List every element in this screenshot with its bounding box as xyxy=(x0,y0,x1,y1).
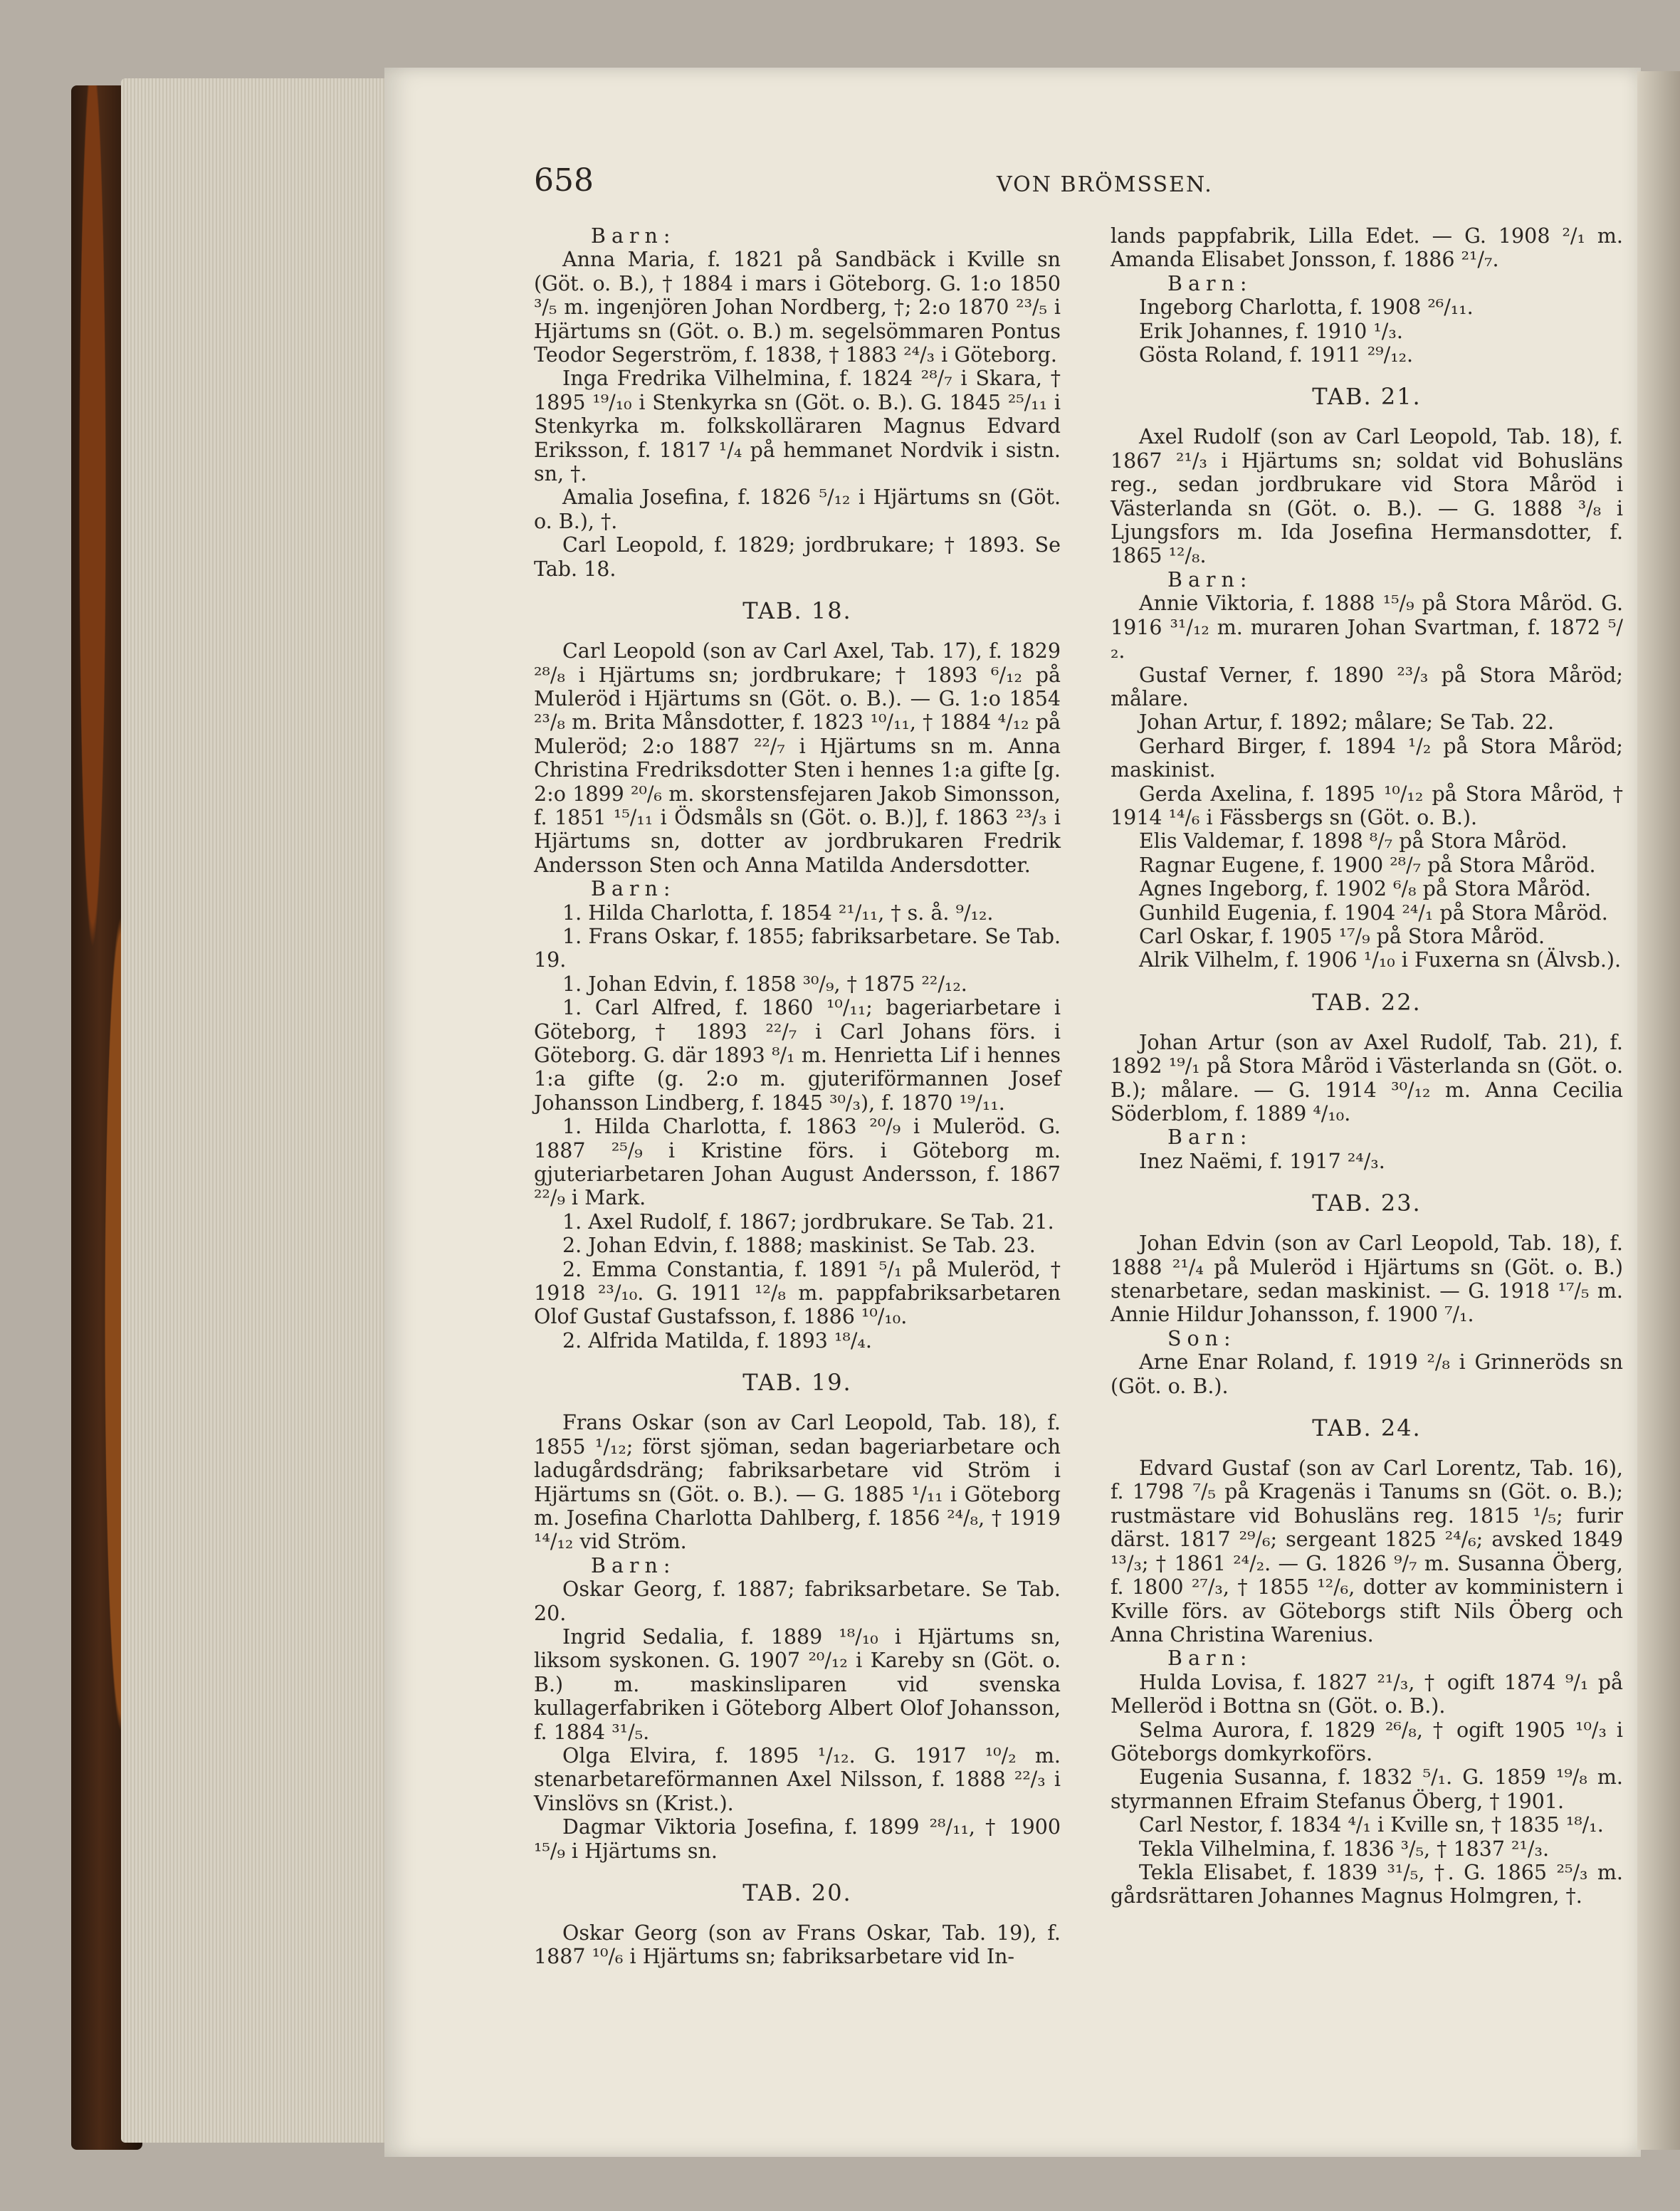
genealogy-entry: 1. Johan Edvin, f. 1858 ³⁰/₉, † 1875 ²²/₁₂. xyxy=(562,972,967,996)
genealogy-entry: Gerhard Birger, f. 1894 ¹/₂ på Stora Måröd; maskinist. xyxy=(1111,734,1623,782)
genealogy-entry: Selma Aurora, f. 1829 ²⁶/₈, † ogift 1905 ¹⁰/₃ i Göteborgs domkyrkoförs. xyxy=(1111,1718,1623,1765)
genealogy-entry: Eugenia Susanna, f. 1832 ⁵/₁. G. 1859 ¹⁹/₈ m. styrmannen Efraim Stefanus Öberg, † 1901. xyxy=(1111,1765,1623,1813)
genealogy-entry: Carl Oskar, f. 1905 ¹⁷/₉ på Stora Måröd. xyxy=(1139,924,1545,948)
genealogy-entry: Arne Enar Roland, f. 1919 ²/₈ i Grinneröds sn (Göt. o. B.). xyxy=(1111,1350,1623,1398)
genealogy-entry: Elis Valdemar, f. 1898 ⁸/₇ på Stora Måröd. xyxy=(1139,829,1568,854)
genealogy-entry: Johan Artur, f. 1892; målare; Se Tab. 22. xyxy=(1139,710,1555,735)
page-stack-edge xyxy=(121,78,392,2143)
genealogy-entry: Edvard Gustaf (son av Carl Lorentz, Tab. 16), f. 1798 ⁷/₅ på Kragenäs i Tanums sn (Göt. o. B.); rustmästare vid Bohusläns reg. 1815 ¹/₅; furir därst. 1817 ²⁹/₆; sergeant 1825 ²⁴/₆; avsked 1849 ¹³/₃; † 1861 ²⁴/₂. — G. 1826 ⁹/₇ m. Susanna Öberg, f. 1800 ²⁷/₃, † 1855 ¹²/₆, dotter av komministern i Kville förs. av Göteborgs stift Nils Öberg och Anna Christina Warenius. xyxy=(1111,1456,1623,1647)
genealogy-entry: Alrik Vilhelm, f. 1906 ¹/₁₀ i Fuxerna sn (Älvsb.). xyxy=(1139,948,1622,972)
genealogy-entry: Agnes Ingeborg, f. 1902 ⁶/₈ på Stora Måröd. xyxy=(1139,877,1591,901)
genealogy-entry: Gunhild Eugenia, f. 1904 ²⁴/₁ på Stora Måröd. xyxy=(1139,900,1608,925)
genealogy-entry: Johan Edvin (son av Carl Leopold, Tab. 18), f. 1888 ²¹/₄ på Muleröd i Hjärtums sn (Göt. o. B.) stenarbetare, sedan maskinist. — G. 1918 ¹⁷/₅ m. Annie Hildur Johansson, f. 1900 ⁷/₁. xyxy=(1111,1231,1623,1327)
genealogy-entry: 2. Alfrida Matilda, f. 1893 ¹⁸/₄. xyxy=(562,1328,872,1353)
genealogy-entry: Gösta Roland, f. 1911 ²⁹/₁₂. xyxy=(1139,343,1414,367)
genealogy-entry: 1. Axel Rudolf, f. 1867; jordbrukare. Se Tab. 21. xyxy=(562,1209,1054,1234)
genealogy-entry: Carl Nestor, f. 1834 ⁴/₁ i Kville sn, † 1835 ¹⁸/₁. xyxy=(1139,1813,1604,1837)
table-heading: TAB. 22. xyxy=(1312,988,1422,1016)
genealogy-entry: 1. Carl Alfred, f. 1860 ¹⁰/₁₁; bageriarbetare i Göteborg, † 1893 ²²/₇ i Carl Johans förs. i Göteborg. G. där 1893 ⁸/₁ m. Henrietta Lif i hennes 1:a gifte (g. 2:o m. gjuteriförmannen Josef Johansson Lindberg, f. 1845 ³⁰/₃), f. 1870 ¹⁹/₁₁. xyxy=(534,996,1061,1115)
genealogy-entry: Carl Leopold (son av Carl Axel, Tab. 17), f. 1829 ²⁸/₈ i Hjärtums sn; jordbrukare; † 1893 ⁶/₁₂ på Muleröd i Hjärtums sn (Göt. o. B.). — G. 1:o 1854 ²³/₈ m. Brita Månsdotter, f. 1823 ¹⁰/₁₁, † 1884 ⁴/₁₂ på Muleröd; 2:o 1887 ²²/₇ i Hjärtums sn m. Anna Christina Fredriksdotter Sten i hennes 1:a gifte [g. 2:o 1899 ²⁰/₆ m. skorstensfejaren Jakob Simonsson, f. 1851 ¹⁵/₁₁ i Ödsmåls sn (Göt. o. B.)], f. 1863 ²³/₃ i Hjärtums sn, dotter av jordbrukaren Fredrik Andersson Sten och Anna Matilda Andersdotter. xyxy=(534,639,1061,877)
genealogy-entry: Tekla Vilhelmina, f. 1836 ³/₅, † 1837 ²¹/₃. xyxy=(1139,1837,1549,1861)
left-column xyxy=(534,224,1061,1969)
genealogy-entry: Carl Leopold, f. 1829; jordbrukare; † 1893. Se Tab. 18. xyxy=(534,533,1061,581)
genealogy-entry: Ingeborg Charlotta, f. 1908 ²⁶/₁₁. xyxy=(1139,295,1474,320)
section-label: Son: xyxy=(1167,1326,1237,1350)
genealogy-entry: Johan Artur (son av Axel Rudolf, Tab. 21), f. 1892 ¹⁹/₁ på Stora Måröd i Västerlanda sn (Göt. o. B.); målare. — G. 1914 ³⁰/₁₂ m. Anna Cecilia Söderblom, f. 1889 ⁴/₁₀. xyxy=(1111,1030,1623,1125)
section-label: Barn: xyxy=(1167,271,1253,295)
next-page-edge xyxy=(1637,71,1680,2150)
genealogy-entry: Amalia Josefina, f. 1826 ⁵/₁₂ i Hjärtums sn (Göt. o. B.), †. xyxy=(534,485,1061,533)
genealogy-entry: 2. Johan Edvin, f. 1888; maskinist. Se Tab. 23. xyxy=(562,1234,1036,1258)
genealogy-entry: Axel Rudolf (son av Carl Leopold, Tab. 18), f. 1867 ²¹/₃ i Hjärtums sn; soldat vid Bohusläns reg., sedan jordbrukare vid Stora Måröd i Västerlanda sn (Göt. o. B.). — G. 1888 ³/₈ i Ljungsfors m. Ida Josefina Hermansdotter, f. 1865 ¹²/₈. xyxy=(1111,425,1623,568)
table-heading: TAB. 24. xyxy=(1312,1414,1422,1442)
right-column xyxy=(1111,224,1623,1908)
genealogy-entry: Dagmar Viktoria Josefina, f. 1899 ²⁸/₁₁, † 1900 ¹⁵/₉ i Hjärtums sn. xyxy=(534,1815,1061,1863)
genealogy-entry: 1. Frans Oskar, f. 1855; fabriksarbetare. Se Tab. 19. xyxy=(534,924,1061,972)
genealogy-entry: Hulda Lovisa, f. 1827 ²¹/₃, † ogift 1874 ⁹/₁ på Melleröd i Bottna sn (Göt. o. B.). xyxy=(1111,1670,1623,1718)
table-heading: TAB. 19. xyxy=(742,1369,852,1397)
section-label: Barn: xyxy=(591,224,676,248)
genealogy-entry: 2. Emma Constantia, f. 1891 ⁵/₁ på Muleröd, † 1918 ²³/₁₀. G. 1911 ¹²/₈ m. pappfabriksarbetaren Olof Gustaf Gustafsson, f. 1886 ¹⁰/₁₀. xyxy=(534,1257,1061,1329)
page-header xyxy=(534,162,1616,205)
table-heading: TAB. 23. xyxy=(1312,1189,1422,1217)
genealogy-entry: Olga Elvira, f. 1895 ¹/₁₂. G. 1917 ¹⁰/₂ m. stenarbetareförmannen Axel Nilsson, f. 1888 ²²/₃ i Vinslövs sn (Krist.). xyxy=(534,1743,1061,1815)
genealogy-entry: Gerda Axelina, f. 1895 ¹⁰/₁₂ på Stora Måröd, † 1914 ¹⁴/₆ i Fässbergs sn (Göt. o. B.). xyxy=(1111,782,1623,829)
genealogy-entry: Inga Fredrika Vilhelmina, f. 1824 ²⁸/₇ i Skara, † 1895 ¹⁹/₁₀ i Stenkyrka sn (Göt. o. B.). G. 1845 ²⁵/₁₁ i Stenkyrka m. folkskolläraren Magnus Edvard Eriksson, f. 1817 ¹/₄ på hemmanet Nordvik i sistn. sn, †. xyxy=(534,367,1061,486)
genealogy-entry: Erik Johannes, f. 1910 ¹/₃. xyxy=(1139,319,1403,343)
section-label: Barn: xyxy=(1167,567,1253,592)
section-label: Barn: xyxy=(1167,1647,1253,1671)
section-label: Barn: xyxy=(591,877,676,901)
genealogy-entry: Tekla Elisabet, f. 1839 ³¹/₅, †. G. 1865 ²⁵/₃ m. gårdsrättaren Johannes Magnus Holmgren, †. xyxy=(1111,1860,1623,1908)
genealogy-entry: Frans Oskar (son av Carl Leopold, Tab. 18), f. 1855 ¹/₁₂; först sjöman, sedan bageriarbetare och ladugårdsdräng; fabriksarbetare vid Ström i Hjärtums sn (Göt. o. B.). — G. 1885 ¹/₁₁ i Göteborg m. Josefina Charlotta Dahlberg, f. 1856 ²⁴/₈, † 1919 ¹⁴/₁₂ vid Ström. xyxy=(534,1411,1061,1554)
genealogy-entry: Inez Naëmi, f. 1917 ²⁴/₃. xyxy=(1139,1149,1385,1173)
table-heading: TAB. 20. xyxy=(742,1879,852,1906)
table-heading: TAB. 21. xyxy=(1312,383,1422,411)
table-heading: TAB. 18. xyxy=(742,597,852,625)
genealogy-entry: Gustaf Verner, f. 1890 ²³/₃ på Stora Måröd; målare. xyxy=(1111,663,1623,710)
genealogy-entry: Ingrid Sedalia, f. 1889 ¹⁸/₁₀ i Hjärtums sn, liksom syskonen. G. 1907 ²⁰/₁₂ i Kareby sn (Göt. o. B.) m. maskinsliparen vid svenska kullagerfabriken i Göteborg Albert Olof Johansson, f. 1884 ³¹/₅. xyxy=(534,1624,1061,1744)
running-title: VON BRÖMSSEN. xyxy=(997,172,1213,197)
page-number: 658 xyxy=(534,162,594,199)
entry-continuation: lands pappfabrik, Lilla Edet. — G. 1908 ²/₁ m. Amanda Elisabet Jonsson, f. 1886 ²¹/₇. xyxy=(1111,224,1623,272)
genealogy-entry: Oskar Georg, f. 1887; fabriksarbetare. Se Tab. 20. xyxy=(534,1577,1061,1625)
genealogy-entry: 1. Hilda Charlotta, f. 1863 ²⁰/₉ i Muleröd. G. 1887 ²⁵/₉ i Kristine förs. i Göteborg m. gjuteriarbetaren Johan August Andersson, f. 1867 ²²/₉ i Mark. xyxy=(534,1115,1061,1210)
genealogy-entry: Anna Maria, f. 1821 på Sandbäck i Kville sn (Göt. o. B.), † 1884 i mars i Göteborg. G. 1:o 1850 ³/₅ m. ingenjören Johan Nordberg, †; 2:o 1870 ²³/₅ i Hjärtums sn (Göt. o. B.) m. segelsömmaren Pontus Teodor Segerström, f. 1838, † 1883 ²⁴/₃ i Göteborg. xyxy=(534,248,1061,367)
genealogy-entry: 1. Hilda Charlotta, f. 1854 ²¹/₁₁, † s. å. ⁹/₁₂. xyxy=(562,900,994,925)
section-label: Barn: xyxy=(1167,1125,1253,1150)
genealogy-entry: Oskar Georg (son av Frans Oskar, Tab. 19), f. 1887 ¹⁰/₆ i Hjärtums sn; fabriksarbetare vid In- xyxy=(534,1921,1061,1969)
genealogy-entry: Annie Viktoria, f. 1888 ¹⁵/₉ på Stora Måröd. G. 1916 ³¹/₁₂ m. muraren Johan Svartman, f. 1872 ⁵/₂. xyxy=(1111,592,1623,663)
section-label: Barn: xyxy=(591,1553,676,1577)
genealogy-entry: Ragnar Eugene, f. 1900 ²⁸/₇ på Stora Måröd. xyxy=(1139,853,1596,877)
